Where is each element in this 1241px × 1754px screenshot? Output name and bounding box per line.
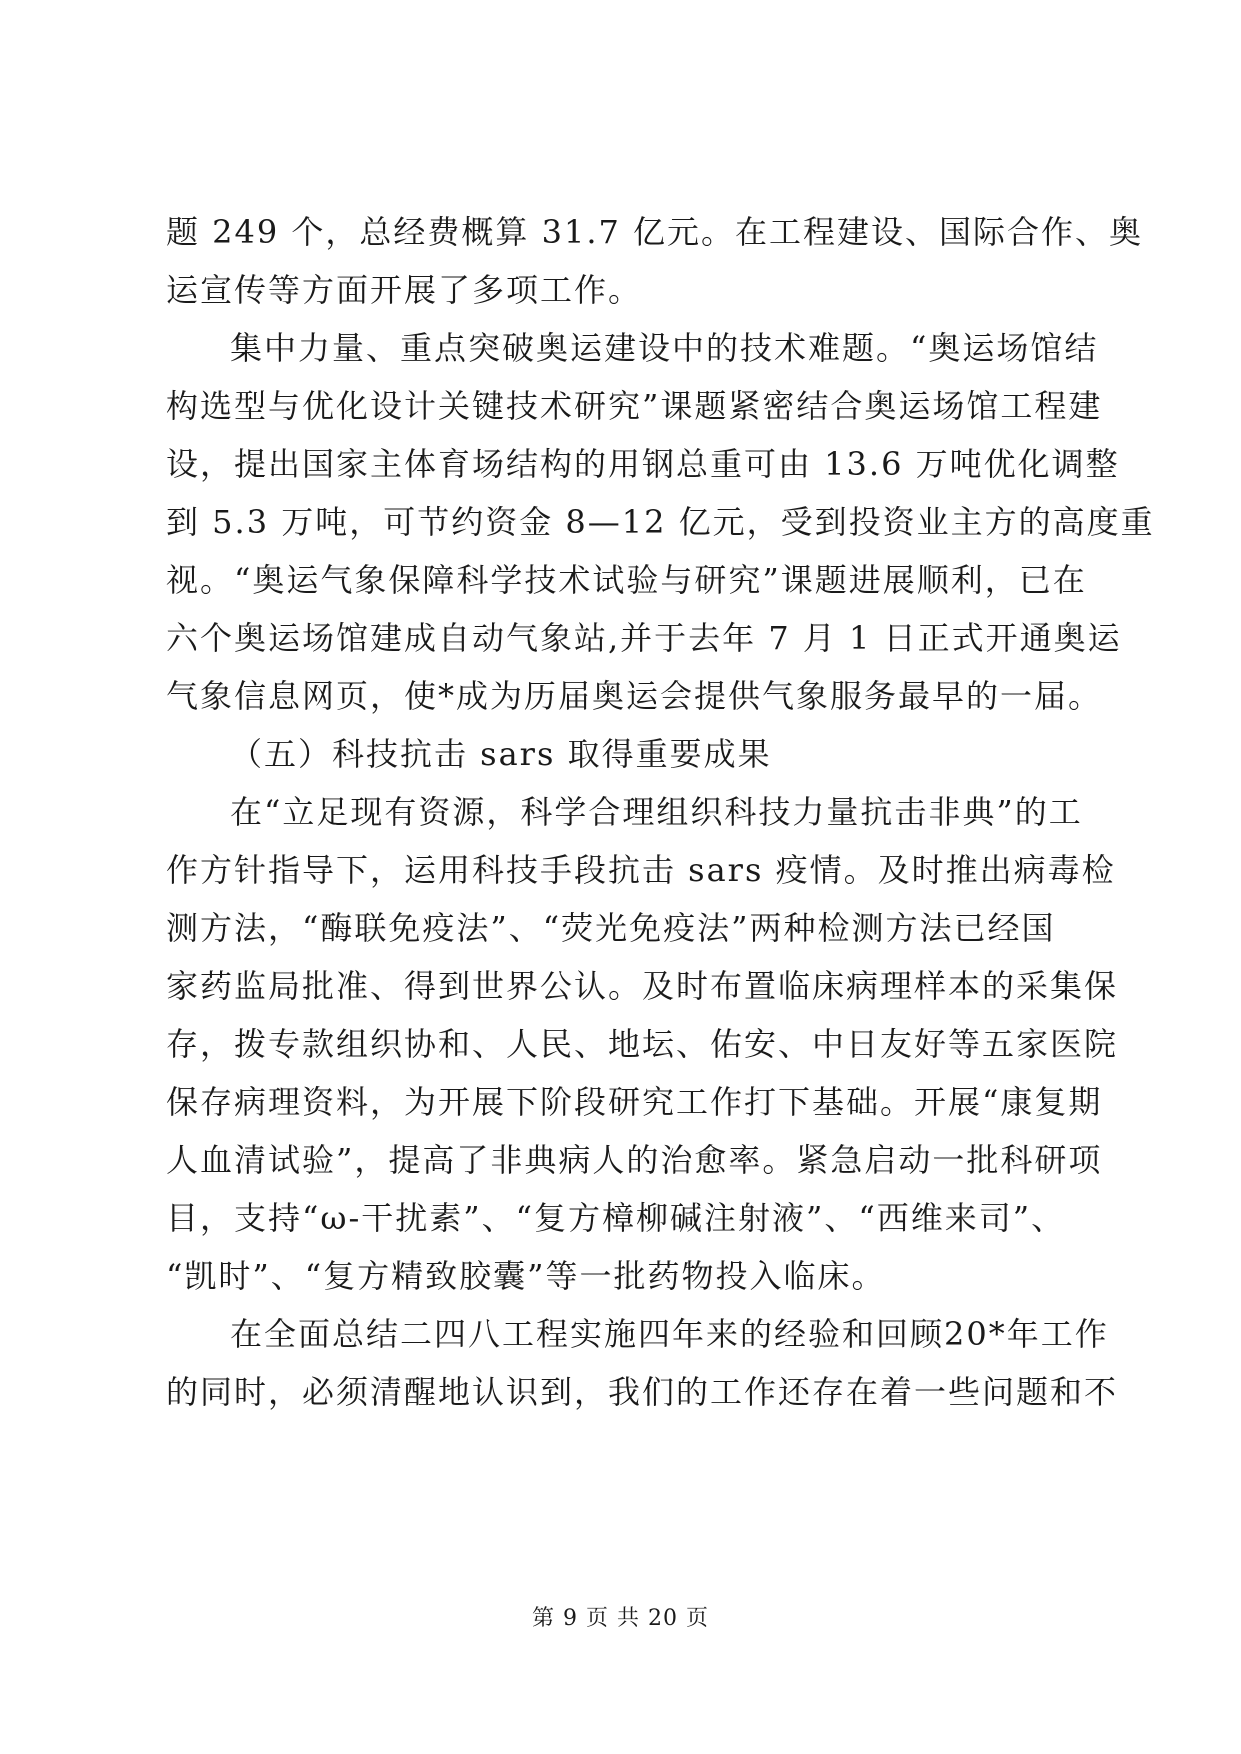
body-text-line: 视。“奥运气象保障科学技术试验与研究”课题进展顺利，已在: [166, 561, 1087, 599]
body-text-line: 气象信息网页，使*成为历届奥运会提供气象服务最早的一届。: [166, 677, 1103, 715]
body-text-line: 家药监局批准、得到世界公认。及时布置临床病理样本的采集保: [166, 967, 1119, 1005]
body-text-line: 存，拨专款组织协和、人民、地坛、佑安、中日友好等五家医院: [166, 1025, 1119, 1063]
body-text-line: 构选型与优化设计关键技术研究”课题紧密结合奥运场馆工程建: [166, 387, 1103, 425]
body-text-line: 目，支持“ω-干扰素”、“复方樟柳碱注射液”、“西维来司”、: [166, 1199, 1066, 1237]
paragraph-first-line: 集中力量、重点突破奥运建设中的技术难题。“奥运场馆结: [230, 329, 1099, 367]
body-text-line: 人血清试验”，提高了非典病人的治愈率。紧急启动一批科研项: [166, 1141, 1103, 1179]
page-footer: 第 9 页 共 20 页: [532, 1606, 709, 1631]
body-text-line: 设，提出国家主体育场结构的用钢总重可由 13.6 万吨优化调整: [166, 445, 1120, 483]
body-text-line: “凯时”、“复方精致胶囊”等一批药物投入临床。: [166, 1257, 886, 1295]
body-text-line: 运宣传等方面开展了多项工作。: [166, 271, 643, 309]
paragraph-first-line: 在全面总结二四八工程实施四年来的经验和回顾20*年工作: [230, 1315, 1109, 1353]
body-text-line: 到 5.3 万吨，可节约资金 8—12 亿元，受到投资业主方的高度重: [166, 503, 1155, 541]
paragraph-first-line: 在“立足现有资源，科学合理组织科技力量抗击非典”的工: [230, 793, 1083, 831]
body-text-line: 作方针指导下，运用科技手段抗击 sars 疫情。及时推出病毒检: [166, 851, 1116, 889]
body-text-line: 测方法，“酶联免疫法”、“荧光免疫法”两种检测方法已经国: [166, 909, 1056, 947]
body-text-line: 保存病理资料，为开展下阶段研究工作打下基础。开展“康复期: [166, 1083, 1103, 1121]
body-text-line: 六个奥运场馆建成自动气象站,并于去年 7 月 1 日正式开通奥运: [166, 619, 1122, 657]
section-heading: （五）科技抗击 sars 取得重要成果: [230, 735, 772, 773]
body-text-line: 的同时，必须清醒地认识到，我们的工作还存在着一些问题和不: [166, 1373, 1119, 1411]
body-text-line: 题 249 个，总经费概算 31.7 亿元。在工程建设、国际合作、奥: [166, 213, 1144, 251]
